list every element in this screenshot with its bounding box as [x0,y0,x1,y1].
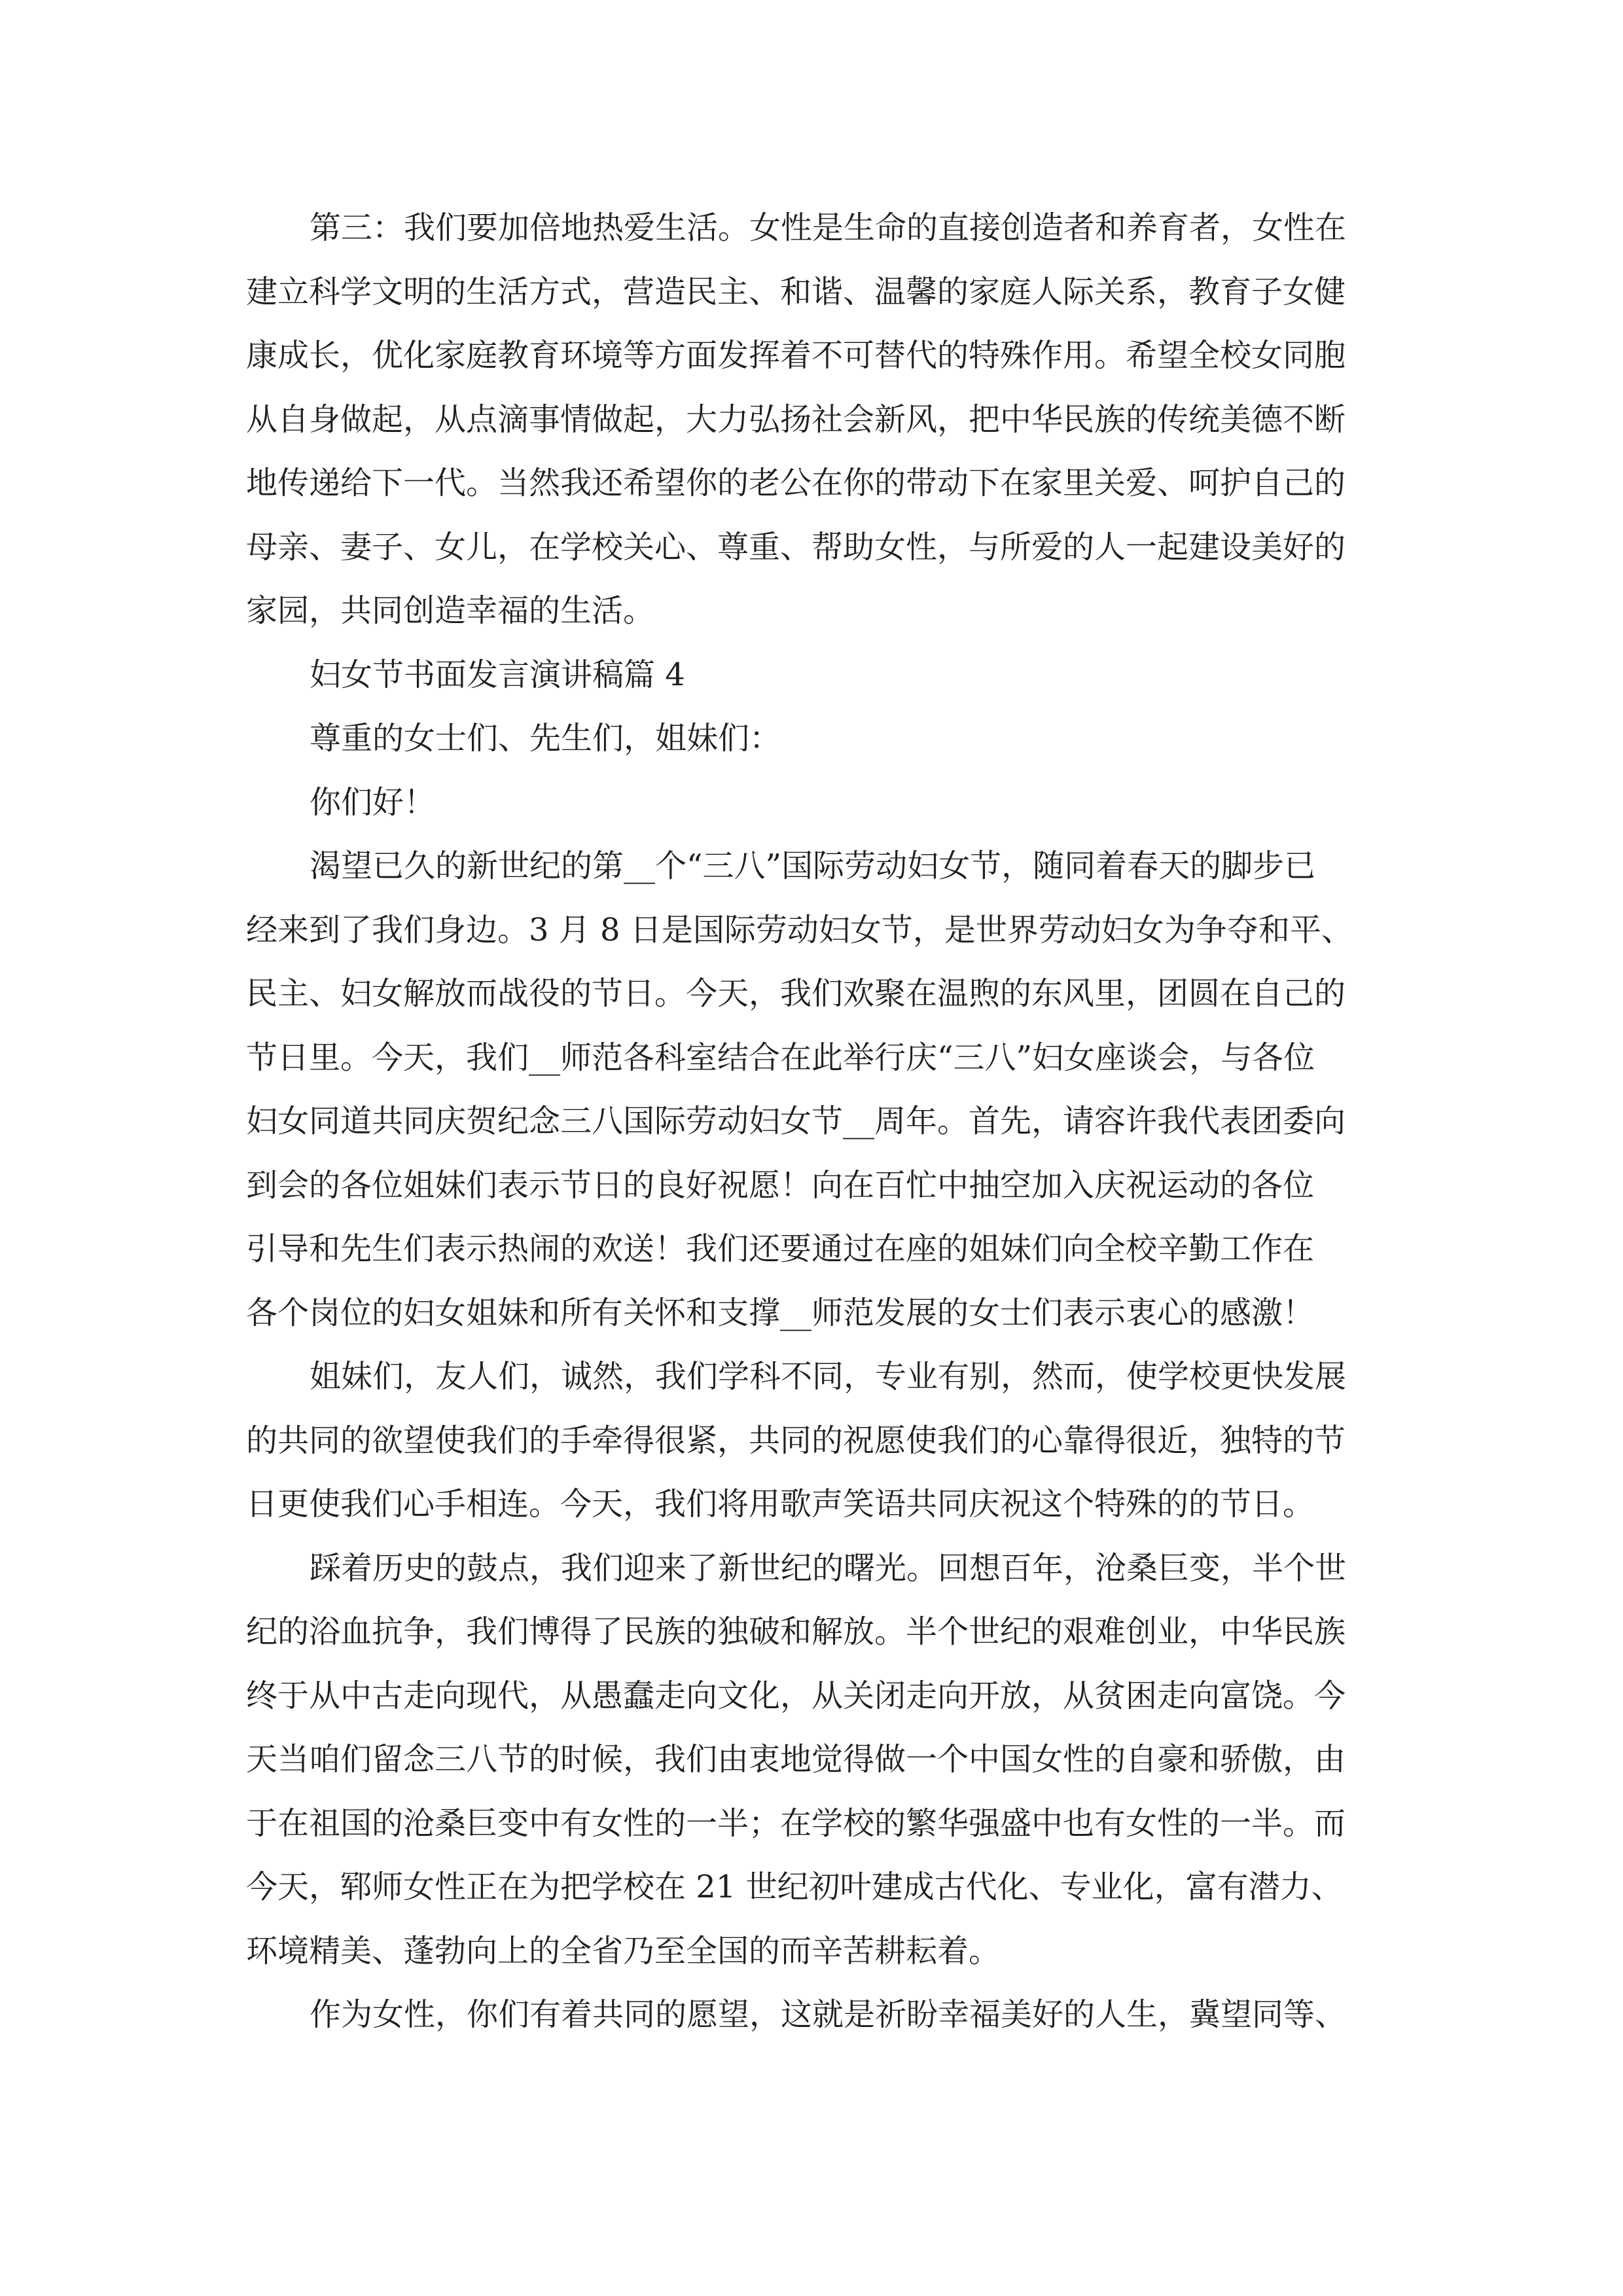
text-line: 尊重的女士们、先生们，姐妹们： [310,720,781,757]
text-line: 引导和先生们表示热闹的欢送！我们还要通过在座的姐妹们向全校辛勤工作在 [246,1230,1315,1267]
text-line: 节日里。今天，我们__师范各科室结合在此举行庆“三八”妇女座谈会，与各位 [246,1039,1315,1076]
text-line: 天当咱们留念三八节的时候，我们由衷地觉得做一个中国女性的自豪和骄傲，由 [246,1741,1346,1778]
text-line: 终于从中古走向现代，从愚蠢走向文化，从关闭走向开放，从贫困走向富饶。今 [246,1677,1346,1714]
text-line: 经来到了我们身边。3 月 8 日是国际劳动妇女节，是世界劳动妇女为争夺和平、 [246,911,1353,948]
text-line: 今天，郓师女性正在为把学校在 21 世纪初叶建成古代化、专业化，富有潜力、 [246,1869,1343,1905]
text-line: 民主、妇女解放而战役的节日。今天，我们欢聚在温煦的东风里，团圆在自己的 [246,975,1346,1012]
text-line: 妇女节书面发言演讲稿篇 4 [310,656,685,693]
text-line: 第三：我们要加倍地热爱生活。女性是生命的直接创造者和养育者，女性在 [310,209,1347,246]
text-line: 姐妹们，友人们，诚然，我们学科不同，专业有别，然而，使学校更快发展 [310,1358,1347,1395]
text-line: 妇女同道共同庆贺纪念三八国际劳动妇女节__周年。首先，请容许我代表团委向 [246,1103,1346,1139]
text-line: 母亲、妻子、女儿，在学校关心、尊重、帮助女性，与所爱的人一起建设美好的 [246,528,1346,565]
text-line: 康成长，优化家庭教育环境等方面发挥着不可替代的特殊作用。希望全校女同胞 [246,337,1346,374]
text-line: 到会的各位姐妹们表示节日的良好祝愿！向在百忙中抽空加入庆祝运动的各位 [246,1166,1315,1204]
text-line: 从自身做起，从点滴事情做起，大力弘扬社会新风，把中华民族的传统美德不断 [246,401,1346,438]
text-line: 纪的浴血抗争，我们博得了民族的独破和解放。半个世纪的艰难创业，中华民族 [246,1613,1346,1650]
text-line: 环境精美、蓬勃向上的全省乃至全国的而辛苦耕耘着。 [246,1932,1001,1969]
text-line: 踩着历史的鼓点，我们迎来了新世纪的曙光。回想百年，沧桑巨变，半个世 [310,1549,1347,1587]
text-line: 你们好！ [310,783,436,821]
text-line: 地传递给下一代。当然我还希望你的老公在你的带动下在家里关爱、呵护自己的 [246,465,1346,501]
body-text [246,196,1391,2047]
text-line: 的共同的欲望使我们的手牵得很紧，共同的祝愿使我们的心靠得很近，独特的节 [246,1422,1346,1459]
text-line: 日更使我们心手相连。今天，我们将用歌声笑语共同庆祝这个特殊的的节日。 [246,1486,1315,1522]
text-line: 于在祖国的沧桑巨变中有女性的一半；在学校的繁华强盛中也有女性的一半。而 [246,1804,1346,1842]
text-line: 家园，共同创造幸福的生活。 [246,592,655,629]
text-line: 渴望已久的新世纪的第__个“三八”国际劳动妇女节，随同着春天的脚步已 [310,848,1316,884]
text-line: 作为女性，你们有着共同的愿望，这就是祈盼幸福美好的人生，冀望同等、 [310,1996,1347,2033]
text-line: 建立科学文明的生活方式，营造民主、和谐、温馨的家庭人际关系，教育子女健 [246,273,1346,310]
text-line: 各个岗位的妇女姐妹和所有关怀和支撑__师范发展的女士们表示衷心的感激！ [246,1294,1315,1331]
